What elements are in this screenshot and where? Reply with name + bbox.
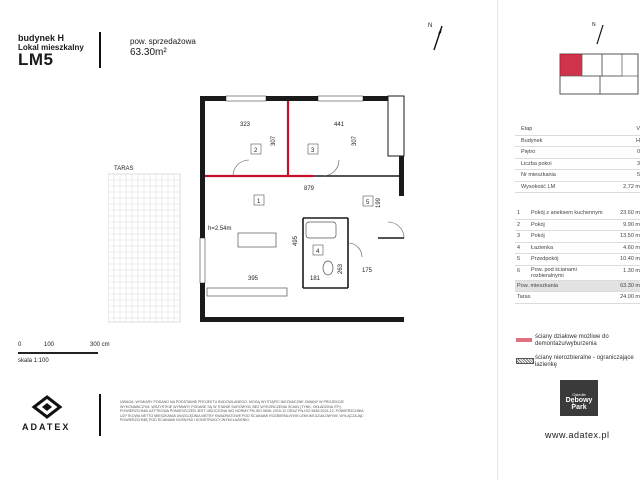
kitchen-counter <box>207 288 287 296</box>
room-area: 23.60 m <box>620 210 640 216</box>
debowy-park-logo <box>560 380 598 416</box>
sofa <box>238 233 276 247</box>
spec-label: Liczba pokoi <box>521 160 552 167</box>
room-area: 13.50 m <box>620 233 640 239</box>
room-num: 3 <box>517 233 521 239</box>
room-num: 6 <box>517 267 521 274</box>
scale-tick: 0 <box>18 342 22 348</box>
window <box>200 238 205 283</box>
spec-label: Wysokość LM <box>521 183 556 190</box>
dimension: 495 <box>293 235 299 246</box>
unit-type-label: Lokal mieszkalny <box>18 43 84 52</box>
room-row <box>515 231 640 243</box>
spec-value: H <box>636 137 640 144</box>
room-name: Łazienka <box>531 244 554 251</box>
spec-row <box>515 170 640 182</box>
north-arrow <box>426 22 450 52</box>
room-area: 4.60 m <box>623 244 640 251</box>
room-row <box>515 243 640 255</box>
room-area: 10.40 m <box>620 256 640 262</box>
room-number: 4 <box>316 249 320 255</box>
floor-plan <box>108 88 418 338</box>
footer-divider <box>99 394 101 436</box>
room-name: Pokój <box>531 233 545 239</box>
room-area: 9.90 m <box>623 221 640 228</box>
room-area: 1.30 m <box>623 267 640 274</box>
room-num: 5 <box>517 256 521 262</box>
terrace-area <box>108 174 180 322</box>
legend-red-swatch <box>516 338 532 342</box>
key-plan <box>558 48 640 100</box>
area-value: 63.30m² <box>130 47 167 58</box>
spec-label: Nr mieszkania <box>521 172 556 178</box>
terrace-label: TARAS <box>114 166 134 172</box>
dimensions <box>208 122 382 282</box>
dimension: 263 <box>338 263 344 274</box>
spec-value: V <box>636 126 640 132</box>
scale-label: skala 1:100 <box>18 358 49 364</box>
park-line3: Park <box>571 404 587 411</box>
building-label: budynek H <box>18 33 65 43</box>
spec-row <box>515 136 640 148</box>
website-url[interactable]: www.adatex.pl <box>545 430 610 440</box>
room-name: Pokój <box>531 221 545 228</box>
room-name: Przedpokój <box>531 256 559 262</box>
room-name: Pow. pod ścianami rozbieralnymi <box>531 266 577 279</box>
spec-row <box>515 124 640 136</box>
header-divider <box>99 32 101 68</box>
room-num: 4 <box>517 244 521 251</box>
room-row <box>515 254 640 266</box>
room-num: 1 <box>517 210 521 216</box>
north-letter: N <box>428 23 433 29</box>
adatex-logo-icon <box>30 395 64 419</box>
window <box>226 96 266 101</box>
spec-value: 2,72 m <box>623 183 640 190</box>
dimension: 879 <box>304 186 315 192</box>
total-row <box>515 281 640 293</box>
room-num: 2 <box>517 221 521 228</box>
spec-row <box>515 182 640 194</box>
toilet <box>323 261 333 275</box>
spec-label: Etap <box>521 126 533 132</box>
room-number: 5 <box>366 200 370 206</box>
adatex-logo <box>30 395 64 419</box>
spec-row <box>515 159 640 171</box>
north-letter: N <box>592 22 596 28</box>
spec-label: Piętro <box>521 149 536 155</box>
room-number: 1 <box>257 199 261 205</box>
legend-red-text: ściany działowe możliwe do demontażu/wyburzenia <box>535 334 609 347</box>
dimension: 175 <box>362 268 373 274</box>
total-row <box>515 292 640 304</box>
scale-line <box>18 352 98 354</box>
spec-label: Budynek <box>521 137 543 144</box>
bathtub <box>306 222 336 238</box>
room-number: 2 <box>254 148 258 154</box>
spec-value: 0 <box>636 149 640 155</box>
spec-value: 5 <box>636 172 640 178</box>
dimension: 181 <box>310 276 321 282</box>
specs-table <box>515 124 640 193</box>
room-row <box>515 220 640 232</box>
unit-code: LM5 <box>18 50 54 69</box>
total-value: 63.30 m <box>620 282 640 289</box>
demountable-walls <box>205 101 313 176</box>
rooms-table <box>515 208 640 304</box>
legend-hatch-swatch <box>516 358 534 364</box>
room-row <box>515 266 640 281</box>
park-line2: Dębowy <box>565 397 593 404</box>
total-value: 24.00 m <box>620 294 640 300</box>
total-label: Taras <box>517 294 531 300</box>
interior-walls <box>303 176 404 288</box>
dimension: 199 <box>376 197 382 208</box>
area-label: pow. sprzedażowa <box>130 37 196 46</box>
dimension: 441 <box>334 122 345 128</box>
keyplan-north-arrow <box>590 22 610 46</box>
spec-value: 3 <box>636 160 640 167</box>
dimension: 307 <box>271 135 277 146</box>
legal-note: UWAGA: WYMIARY PODANO NA PODSTAWIE PROJEKTU BUDOWLANEGO. MOGĄ WYSTĄPIĆ NIEZNACZNE ZMIANY W PROJEKCIE WYKONAWCZYM. WSZYSTKIE WYMIARY PODANE SĄ W STANIE SUROWYM, BEZ WYKOŃCZENIA ŚCIAN (TYNK, OKŁADZINA ITP.). POWIERZCHNIA UŻYTKOWA POMIESZCZEŃ JEST OBLICZONA WG NORMY PN-ISO 9836: 2015-12 ORAZ PN-ISO 9836:2015-12. POWIERZCHNIA UŻYTKOWA NETTO MIESZKANIA UWZGLĘDNIA METRY KWADRATOWE POD ŚCIANAMI ROZBIERALNYMI LEKKIMI DZIAŁOWYMI, WYŁĄCZAJĄC POWIERZCHNIĘ POD ŚCIANAMI NOŚNYMI I KONSTRUKCYJNYMI ŁAZIENKI. <box>120 400 364 423</box>
room-name: Pokój z aneksem kuchennym <box>531 210 603 216</box>
legend-hatch-text: ściany nierozbieralne - ograniczające łazienkę <box>535 355 634 368</box>
room-row <box>515 208 640 220</box>
total-label: Pow. mieszkania <box>517 282 558 289</box>
adatex-wordmark: ADATEX <box>22 422 71 432</box>
height-note: h=2.54m <box>208 226 232 232</box>
room-numbers <box>251 144 373 255</box>
room-number: 3 <box>311 148 315 154</box>
spec-row <box>515 147 640 159</box>
scale-tick: 100 <box>44 342 55 348</box>
dimension: 323 <box>240 122 251 128</box>
window <box>318 96 363 101</box>
dimension: 395 <box>248 276 259 282</box>
scale-tick: 300 cm <box>90 342 110 348</box>
park-line1: Osiedle <box>572 392 586 397</box>
dimension: 307 <box>352 135 358 146</box>
